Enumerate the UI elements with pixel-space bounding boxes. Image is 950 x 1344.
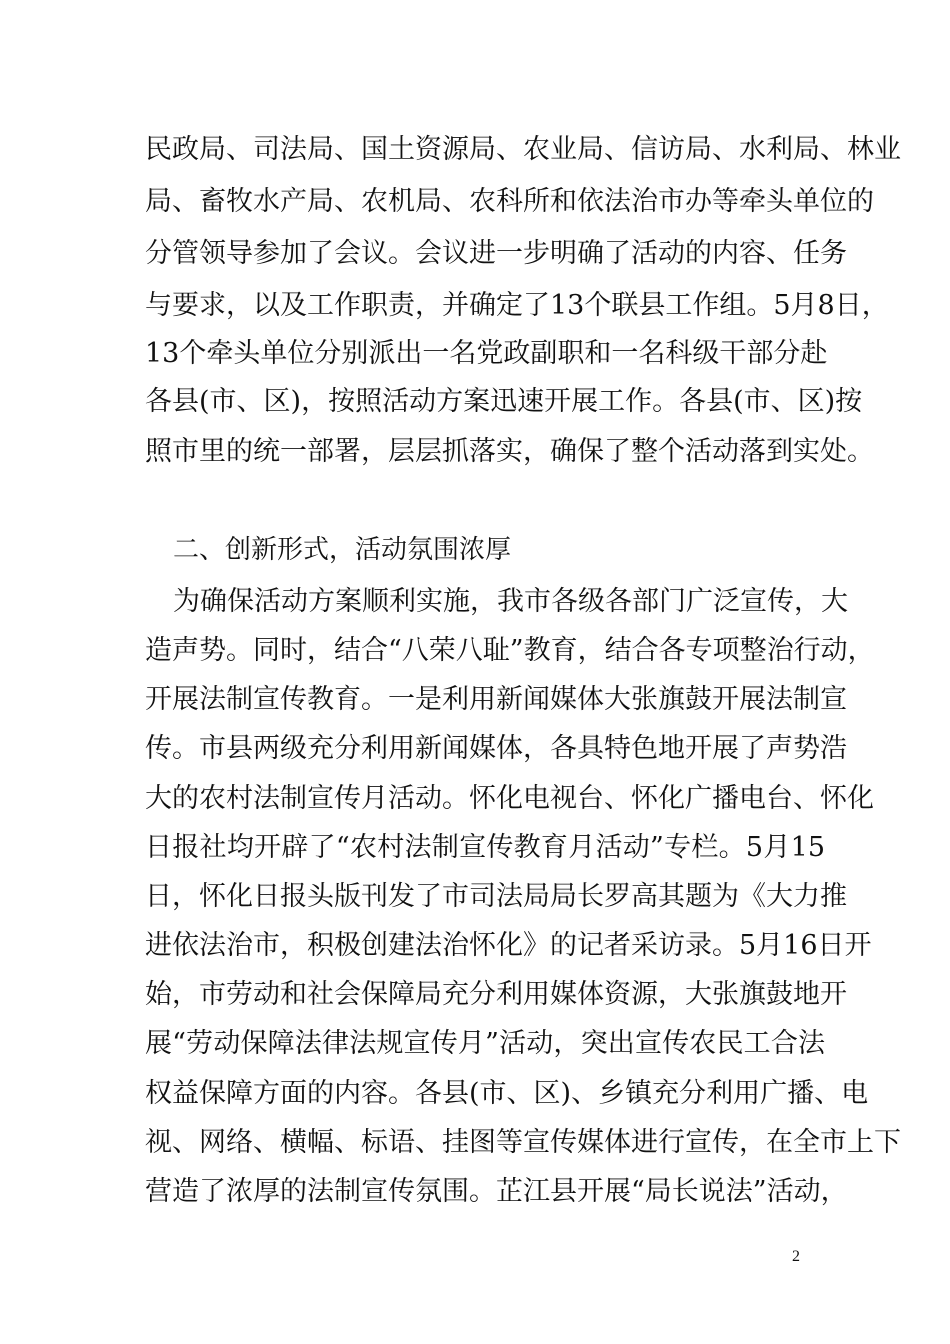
body-text-line: 分管领导参加了会议。会议进一步明确了活动的内容、任务 bbox=[145, 238, 847, 269]
body-text-line: 13个牵头单位分别派出一名党政副职和一名科级干部分赴 bbox=[145, 338, 828, 369]
body-text-line: 视、网络、横幅、标语、挂图等宣传媒体进行宣传，在全市上下 bbox=[145, 1127, 901, 1158]
body-text-line: 大的农村法制宣传月活动。怀化电视台、怀化广播电台、怀化 bbox=[145, 783, 874, 814]
body-text-line: 传。市县两级充分利用新闻媒体，各具特色地开展了声势浩 bbox=[145, 733, 847, 764]
body-text-line: 进依法治市，积极创建法治怀化》的记者采访录。5月16日开 bbox=[145, 930, 872, 961]
body-text-line: 日，怀化日报头版刊发了市司法局局长罗高其题为《大力推 bbox=[145, 881, 847, 912]
body-text-line: 为确保活动方案顺利实施，我市各级各部门广泛宣传，大 bbox=[173, 586, 848, 617]
page-number: 2 bbox=[792, 1248, 800, 1265]
body-text-line: 开展法制宣传教育。一是利用新闻媒体大张旗鼓开展法制宣 bbox=[145, 684, 847, 715]
body-text-line: 权益保障方面的内容。各县(市、区)、乡镇充分利用广播、电 bbox=[145, 1078, 869, 1109]
section-heading: 二、创新形式，活动氛围浓厚 bbox=[173, 535, 512, 565]
body-text-line: 照市里的统一部署，层层抓落实，确保了整个活动落到实处。 bbox=[145, 436, 874, 467]
body-text-line: 局、畜牧水产局、农机局、农科所和依法治市办等牵头单位的 bbox=[145, 186, 874, 217]
body-text-line: 民政局、司法局、国土资源局、农业局、信访局、水利局、林业 bbox=[145, 134, 901, 165]
body-text-line: 造声势。同时，结合“八荣八耻”教育，结合各专项整治行动， bbox=[145, 635, 875, 666]
body-text-line: 展“劳动保障法律法规宣传月”活动，突出宣传农民工合法 bbox=[145, 1028, 825, 1059]
body-text-line: 始，市劳动和社会保障局充分利用媒体资源，大张旗鼓地开 bbox=[145, 979, 847, 1010]
body-text-line: 各县(市、区)，按照活动方案迅速开展工作。各县(市、区)按 bbox=[145, 386, 863, 417]
body-text-line: 日报社均开辟了“农村法制宣传教育月活动”专栏。5月15 bbox=[145, 832, 825, 863]
body-text-line: 与要求，以及工作职责，并确定了13个联县工作组。5月8日， bbox=[145, 290, 889, 321]
body-text-line: 营造了浓厚的法制宣传氛围。芷江县开展“局长说法”活动， bbox=[145, 1176, 848, 1207]
